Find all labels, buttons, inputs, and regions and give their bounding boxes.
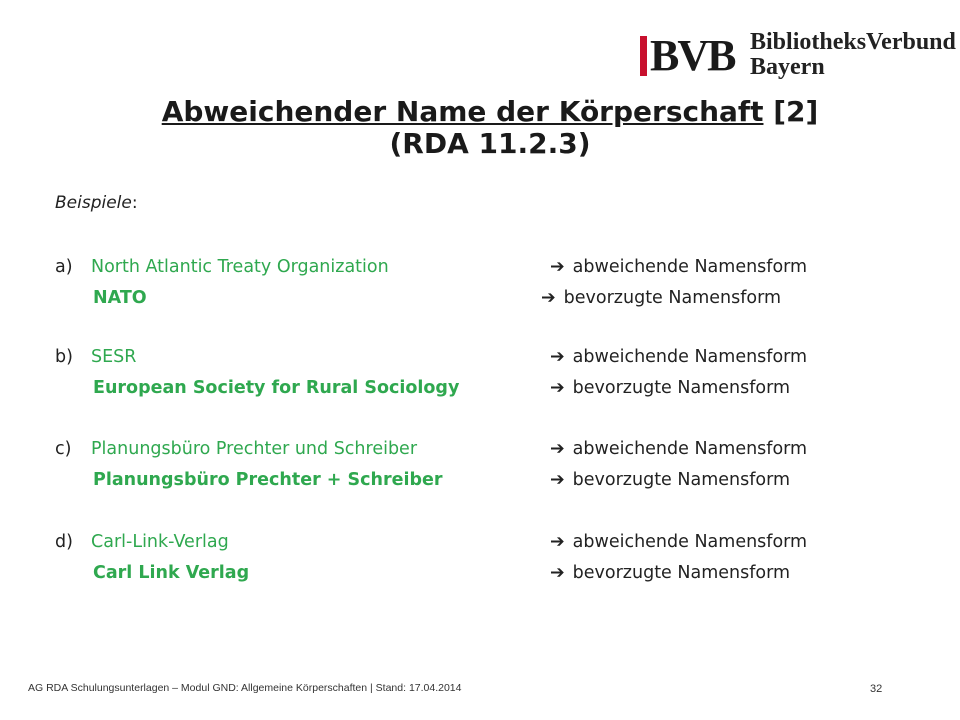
arrow-icon: ➔ — [550, 378, 565, 398]
example-c-variant-label — [550, 437, 807, 461]
example-letter: a) — [55, 257, 73, 277]
preferred-name: NATO — [93, 288, 147, 308]
arrow-icon: ➔ — [550, 347, 565, 367]
example-a-preferred — [93, 286, 147, 310]
variant-label: abweichende Namensform — [572, 257, 808, 277]
variant-name: Planungsbüro Prechter und Schreiber — [91, 439, 418, 459]
preferred-label: bevorzugte Namensform — [563, 288, 782, 308]
variant-name: North Atlantic Treaty Organization — [91, 257, 389, 277]
preferred-name: European Society for Rural Sociology — [93, 378, 460, 398]
logo-red-bar — [640, 36, 647, 76]
preferred-label: bevorzugte Namensform — [572, 378, 791, 398]
logo-line1: BibliotheksVerbund — [750, 29, 956, 55]
footer-text: AG RDA Schulungsunterlagen – Modul GND: Allgemeine Körperschaften | Stand: 17.04.2014 — [28, 682, 462, 694]
arrow-icon: ➔ — [550, 257, 565, 277]
title-number: [2] — [763, 95, 819, 128]
variant-label: abweichende Namensform — [572, 532, 808, 552]
preferred-label: bevorzugte Namensform — [572, 563, 791, 583]
variant-label: abweichende Namensform — [572, 439, 808, 459]
example-d-variant-label — [550, 530, 807, 554]
title-rda-ref: (RDA 11.2.3) — [389, 127, 591, 160]
example-c-preferred-label — [550, 468, 790, 492]
example-d-preferred — [93, 561, 249, 585]
logo-letters: BVB — [650, 31, 735, 80]
logo-line2: Bayern — [750, 54, 825, 80]
variant-name: SESR — [91, 347, 137, 367]
example-c-preferred — [93, 468, 443, 492]
logo-mark — [640, 31, 735, 80]
example-b-variant — [55, 345, 136, 369]
example-a-variant-label — [550, 255, 807, 279]
arrow-icon: ➔ — [550, 470, 565, 490]
example-b-variant-label — [550, 345, 807, 369]
page-title — [40, 96, 940, 160]
variant-label: abweichende Namensform — [572, 347, 808, 367]
intro-suffix: : — [131, 193, 138, 213]
arrow-icon: ➔ — [550, 439, 565, 459]
example-d-variant — [55, 530, 229, 554]
example-a-preferred-label — [541, 286, 781, 310]
preferred-name: Carl Link Verlag — [93, 563, 250, 583]
preferred-name: Planungsbüro Prechter + Schreiber — [93, 470, 443, 490]
example-a-variant — [55, 255, 389, 279]
preferred-label: bevorzugte Namensform — [572, 470, 791, 490]
title-main: Abweichender Name der Körperschaft — [161, 95, 764, 128]
intro-label: Beispiele — [55, 193, 132, 213]
arrow-icon: ➔ — [550, 563, 565, 583]
example-b-preferred-label — [550, 376, 790, 400]
logo-text — [750, 30, 956, 80]
arrow-icon: ➔ — [541, 288, 556, 308]
example-b-preferred — [93, 376, 459, 400]
example-letter: c) — [55, 439, 72, 459]
bvb-logo — [640, 29, 956, 82]
arrow-icon: ➔ — [550, 532, 565, 552]
example-d-preferred-label — [550, 561, 790, 585]
page-number: 32 — [870, 683, 883, 695]
example-letter: d) — [55, 532, 73, 552]
variant-name: Carl-Link-Verlag — [91, 532, 229, 552]
example-letter: b) — [55, 347, 73, 367]
examples-intro — [55, 193, 138, 213]
example-c-variant — [55, 437, 417, 461]
